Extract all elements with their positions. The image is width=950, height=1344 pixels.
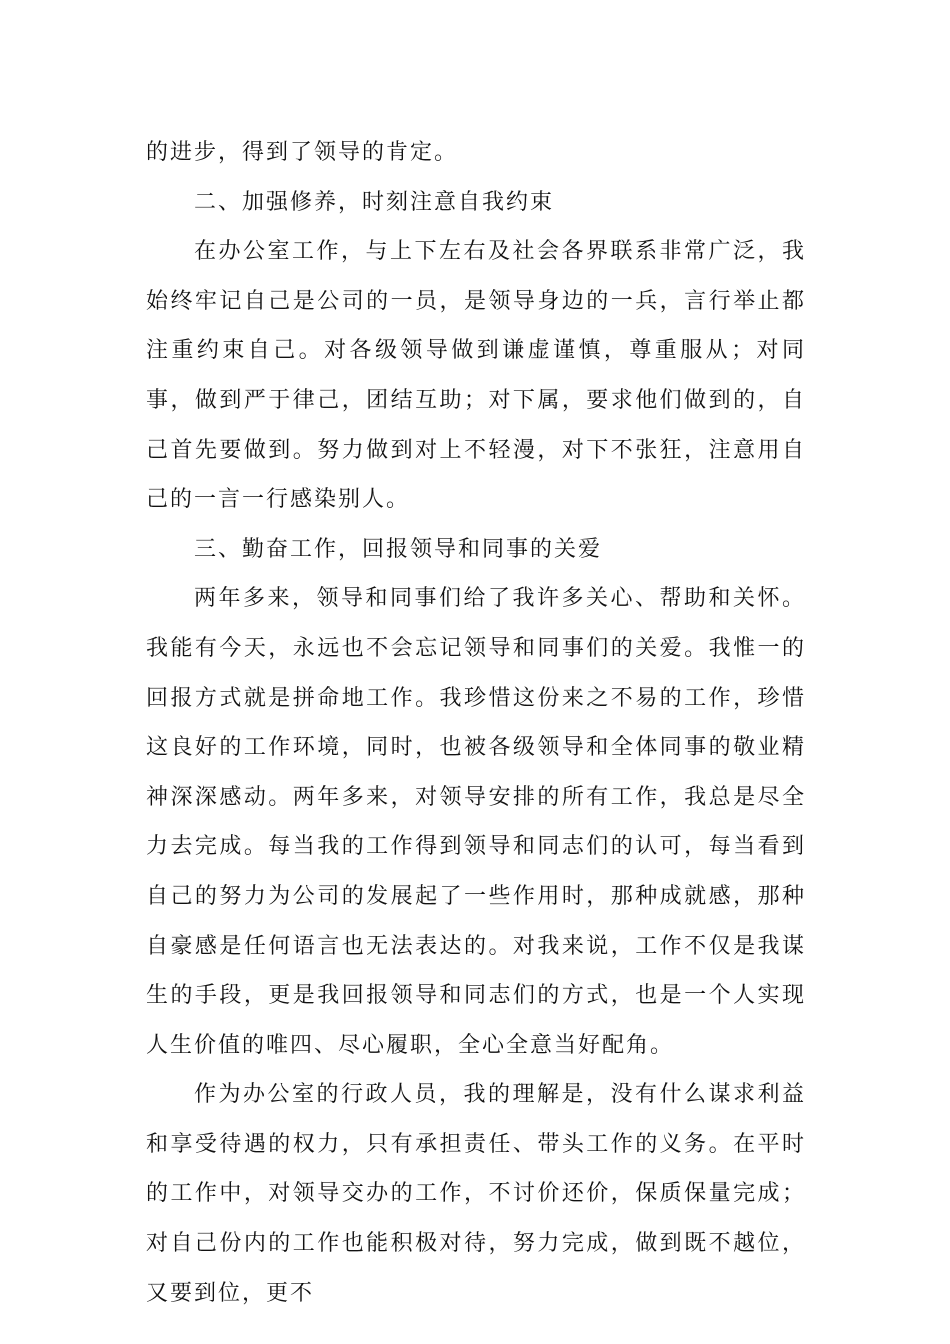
paragraph-4: 作为办公室的行政人员，我的理解是，没有什么谋求利益和享受待遇的权力，只有承担责任、带头工作的义务。在平时的工作中，对领导交办的工作，不讨价还价，保质保量完成；对自己份内的工作也能积极对待，努力完成，做到既不越位，又要到位，更不 [146, 1082, 806, 1306]
section-heading-2: 二、加强修养，时刻注意自我约束 [194, 189, 555, 215]
paragraph-1: 的进步，得到了领导的肯定。 [146, 140, 459, 165]
section-heading-3: 三、勤奋工作，回报领导和同事的关爱 [194, 536, 603, 562]
paragraph-2: 在办公室工作，与上下左右及社会各界联系非常广泛，我始终牢记自己是公司的一员，是领导身边的一兵，言行举止都注重约束自己。对各级领导做到谦虚谨慎，尊重服从；对同事，做到严于律己，团结互助；对下属，要求他们做到的，自己首先要做到。努力做到对上不轻漫，对下不张狂，注意用自己的一言一行感染别人。 [146, 239, 806, 513]
document-body [146, 128, 806, 1318]
paragraph-3: 两年多来，领导和同事们给了我许多关心、帮助和关怀。我能有今天，永远也不会忘记领导和同事们的关爱。我惟一的回报方式就是拼命地工作。我珍惜这份来之不易的工作，珍惜这良好的工作环境，同时，也被各级领导和全体同事的敬业精神深深感动。两年多来，对领导安排的所有工作，我总是尽全力去完成。每当我的工作得到领导和同志们的认可，每当看到自己的努力为公司的发展起了一些作用时，那种成就感，那种自豪感是任何语言也无法表达的。对我来说，工作不仅是我谋生的手段，更是我回报领导和同志们的方式，也是一个人实现人生价值的唯四、尽心履职，全心全意当好配角。 [146, 586, 806, 1058]
